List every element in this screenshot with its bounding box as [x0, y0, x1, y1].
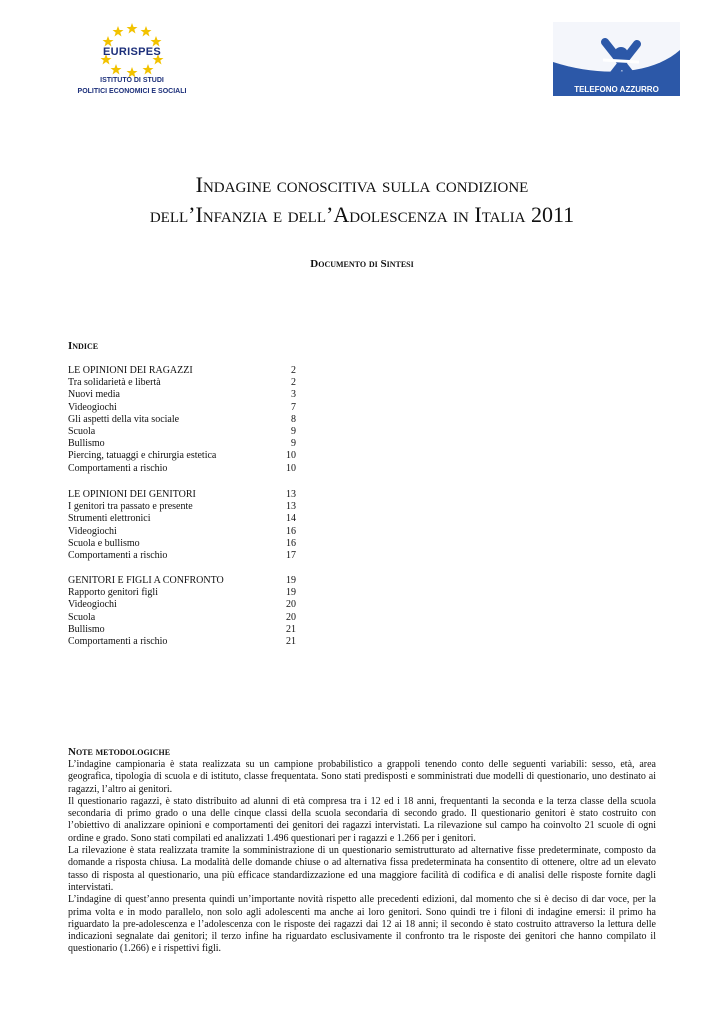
title-text: dolescenza in — [349, 202, 475, 227]
toc-page: 17 — [286, 550, 296, 562]
toc-row — [68, 489, 296, 501]
title-text: ell’ — [160, 202, 196, 227]
toc-page: 8 — [291, 413, 296, 425]
notes-heading: Note metodologiche — [68, 746, 171, 758]
toc-page: 13 — [286, 489, 296, 500]
telefono-azzurro-label: TELEFONO AZZURRO — [574, 85, 659, 94]
toc-row — [68, 402, 296, 414]
toc-page: 2 — [291, 365, 296, 376]
toc-page: 10 — [286, 462, 296, 474]
toc-row — [68, 450, 296, 462]
toc-label: Rapporto genitori figli — [68, 587, 158, 599]
toc-label: Comportamenti a rischio — [68, 636, 168, 648]
toc-label: Scuola — [68, 426, 96, 438]
toc-page: 16 — [286, 525, 296, 537]
toc-page: 21 — [286, 623, 296, 635]
toc-row — [68, 513, 296, 525]
toc-label: I genitori tra passato e presente — [68, 501, 193, 513]
title-text: ndagine conoscitiva sulla condizione — [202, 172, 529, 197]
toc-page: 20 — [286, 611, 296, 623]
notes-paragraph: L’indagine di quest’anno presenta quindi un’importante novità rispetto alle precedenti edizioni, dal momento che si è deciso di dar voce, per la prima volta e in modo parallelo, non solo agli adolescenti ma anche ai loro genitori. Sono quindi tre i filoni di indagine emersi: il primo ha riguardato la pre-adolescenza e l’adolescenza con le risposte dei ragazzi dai 12 ai 18 anni; il secondo è stato costruito attraverso la lettura delle indicazioni segnalate dai genitori; il terzo infine ha riguardato esclusivamente il confronto tra le risposte dei genitori che hanno compilato il questionario (1.266) e i rispettivi figli. — [68, 894, 656, 955]
eurispes-subtitle-1: ISTITUTO DI STUDI — [100, 77, 164, 84]
toc-row — [68, 624, 296, 636]
toc-row — [68, 463, 296, 475]
title-initial: I — [195, 202, 203, 227]
title-line-1 — [40, 170, 684, 200]
title-initial: I — [195, 172, 203, 197]
toc-row — [68, 538, 296, 550]
toc-page: 7 — [291, 401, 296, 413]
toc-page: 2 — [291, 377, 296, 389]
toc-row — [68, 365, 296, 377]
toc-label: Bullismo — [68, 438, 105, 450]
notes-paragraph: La rilevazione è stata realizzata tramite la somministrazione di un questionario semistrutturato ad alternative fisse predeterminate, composto da domande a risposta chiusa. La modalità delle domande chiuse o ad alternativa fissa predeterminata ha consentito di ottenere, oltre ad un elevato tasso di risposta al questionario, una più efficace standardizzazione ed una maggiore facilità di codifica e di analisi delle risposte fornite dagli intervistati. — [68, 845, 656, 893]
toc-section-label: GENITORI E FIGLI A CONFRONTO — [68, 575, 224, 586]
title-text: d — [149, 202, 161, 227]
toc-page: 19 — [286, 587, 296, 599]
title-line-2 — [40, 200, 684, 230]
toc-group-1 — [68, 365, 296, 475]
title-text: talia 2011 — [481, 202, 575, 227]
title-initial: I — [474, 202, 482, 227]
toc-page: 3 — [291, 389, 296, 401]
toc-label: Gli aspetti della vita sociale — [68, 413, 180, 425]
toc-row — [68, 501, 296, 513]
toc-label: Videogiochi — [68, 599, 117, 611]
toc-row — [68, 426, 296, 438]
toc-page: 10 — [286, 450, 296, 462]
toc-row — [68, 377, 296, 389]
toc-label: Nuovi media — [68, 389, 120, 401]
toc-page: 9 — [291, 426, 296, 438]
toc-row — [68, 526, 296, 538]
toc-page: 19 — [286, 575, 296, 586]
toc-page: 21 — [286, 636, 296, 648]
eurispes-logo — [62, 22, 202, 98]
toc-label: Tra solidarietà e libertà — [68, 377, 161, 389]
toc-row — [68, 612, 296, 624]
toc-label: Bullismo — [68, 623, 105, 635]
toc-page: 9 — [291, 438, 296, 450]
document-title — [40, 170, 684, 230]
eurispes-subtitle-2: POLITICI ECONOMICI E SOCIALI — [77, 88, 187, 95]
toc-row — [68, 587, 296, 599]
toc-label: Comportamenti a rischio — [68, 462, 168, 474]
toc-row — [68, 438, 296, 450]
toc-page: 13 — [286, 501, 296, 513]
toc-row — [68, 636, 296, 648]
notes-paragraph: Il questionario ragazzi, è stato distribuito ad alunni di età compresa tra i 12 ed i 18 anni, frequentanti la seconda e la terza classe della scuola secondaria di primo grado o una delle cinque classi della scuola secondaria di secondo grado. Il questionario genitori è stato costruito con l’obiettivo di analizzare opinioni e comportamenti dei genitori dei ragazzi intervistati. La rilevazione sul campo ha coinvolto 21 scuole di ogni ordine e grado. Sono stati compilati ed analizzati 1.496 questionari per i ragazzi e 1.266 per i genitori. — [68, 795, 656, 844]
toc-label: Videogiochi — [68, 525, 117, 537]
toc-label: Comportamenti a rischio — [68, 550, 168, 562]
toc-row — [68, 550, 296, 562]
notes-paragraph: L’indagine campionaria è stata realizzata su un campione probabilistico a grappoli tenendo conto delle seguenti variabili: sesso, età, area geografica, tipologia di scuola e di istituto, classe frequentata. Sono stati predisposti e somministrati due modelli di questionario, uno destinato ai ragazzi, l’altro ai genitori. — [68, 759, 656, 795]
toc-label: Scuola — [68, 611, 96, 623]
telefono-azzurro-logo — [553, 22, 680, 96]
title-initial: A — [333, 202, 350, 227]
toc-label: Strumenti elettronici — [68, 513, 151, 525]
toc-row — [68, 575, 296, 587]
title-text: nfanzia e dell’ — [202, 202, 334, 227]
document-subtitle: Documento di Sintesi — [310, 258, 414, 270]
toc-group-3 — [68, 575, 296, 648]
toc-page: 14 — [286, 513, 296, 525]
toc-row — [68, 414, 296, 426]
toc-page: 16 — [286, 537, 296, 549]
toc-section-label: LE OPINIONI DEI RAGAZZI — [68, 365, 193, 376]
toc-row — [68, 599, 296, 611]
toc-page: 20 — [286, 599, 296, 611]
toc-label: Videogiochi — [68, 401, 117, 413]
index-heading: Indice — [68, 340, 99, 352]
eurispes-name: EURISPES — [102, 46, 162, 58]
toc-group-2 — [68, 489, 296, 562]
toc-label: Scuola e bullismo — [68, 537, 140, 549]
toc-section-label: LE OPINIONI DEI GENITORI — [68, 489, 196, 500]
toc-label: Piercing, tatuaggi e chirurgia estetica — [68, 450, 217, 462]
notes-body — [68, 759, 656, 956]
toc-row — [68, 389, 296, 401]
